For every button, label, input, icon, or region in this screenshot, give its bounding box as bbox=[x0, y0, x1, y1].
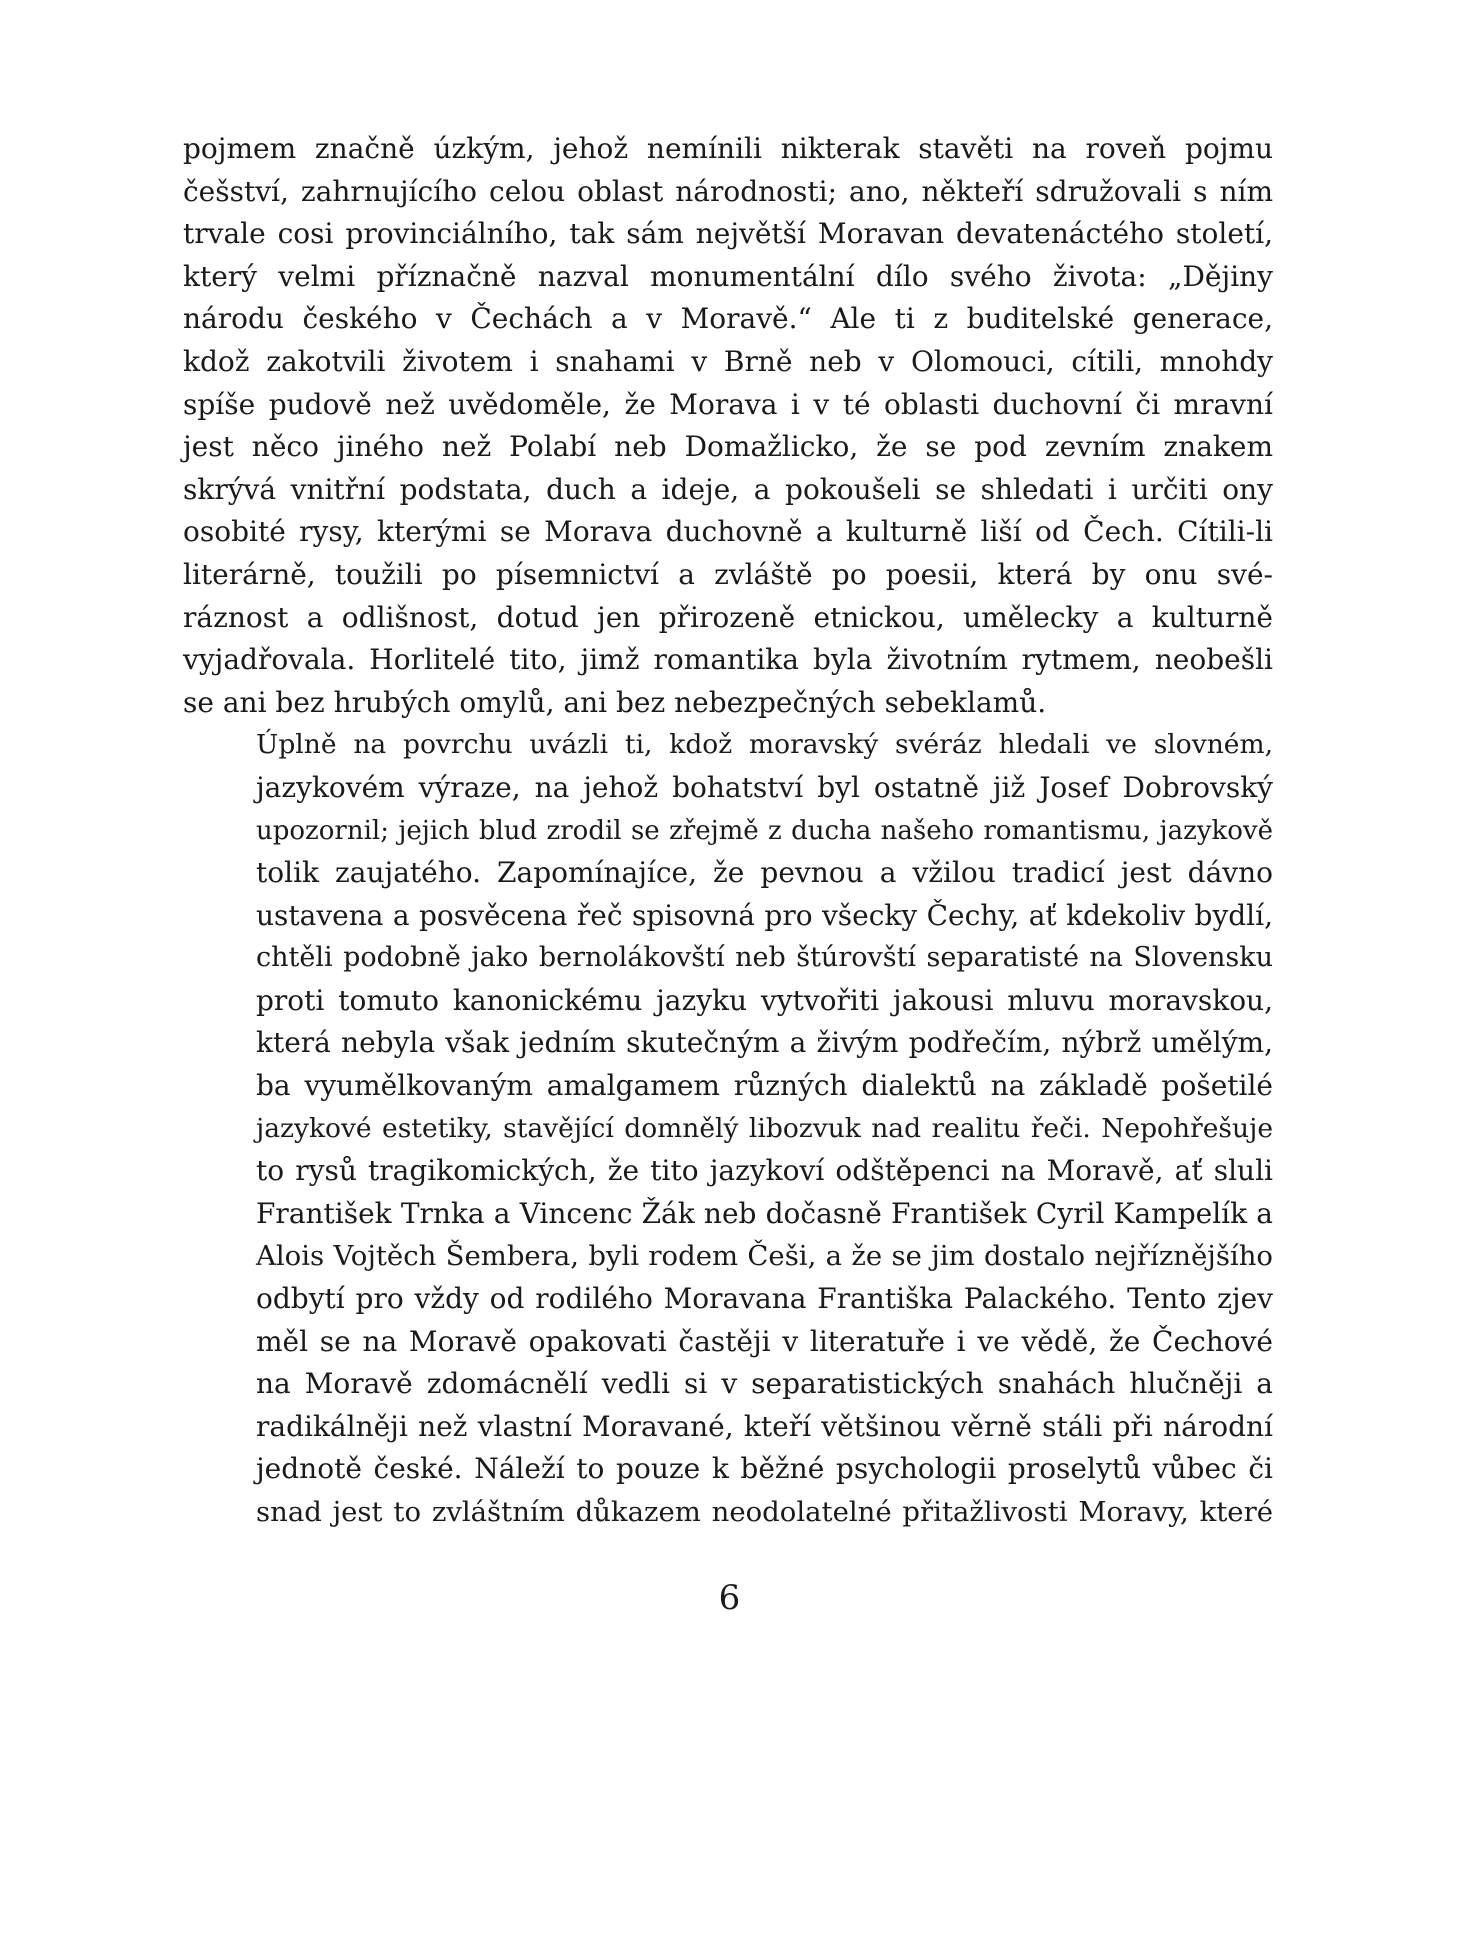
text-line: tolik zaujatého. Zapomínajíce, že pevnou a vžilou tradicí jest dávno bbox=[256, 856, 1273, 890]
text-line: Úplně na povrchu uvázli ti, kdož moravský svéráz hledali ve slovném, bbox=[256, 729, 1273, 761]
text-line: literárně, toužili po písemnictví a zvláště po poesii, která by onu své- bbox=[183, 557, 1273, 591]
text-line: snad jest to zvláštním důkazem neodolatelné přitažlivosti Moravy, které bbox=[256, 1496, 1273, 1528]
text-line: skrývá vnitřní podstata, duch a ideje, a pokoušeli se shledati i určiti ony bbox=[183, 472, 1273, 506]
text-line: vyjadřovala. Horlitelé tito, jimž romantika byla životním rytmem, neobešli bbox=[183, 643, 1273, 677]
text-line: upozornil; jejich blud zrodil se zřejmě z ducha našeho romantismu, jazykově bbox=[256, 815, 1273, 846]
text-line: ba vyumělkovaným amalgamem různých dialektů na základě pošetilé bbox=[256, 1069, 1273, 1103]
text-line: jazykové estetiky, stavějící domnělý libozvuk nad realitu řeči. Nepohřešuje bbox=[256, 1112, 1273, 1144]
paragraph-1 bbox=[183, 128, 1273, 724]
text-line: měl se na Moravě opakovati častěji v literatuře i ve vědě, že Čechové bbox=[256, 1324, 1273, 1358]
text-line: který velmi příznačně nazval monumentální dílo svého života: „Dějiny bbox=[183, 259, 1273, 293]
text-line: osobité rysy, kterými se Morava duchovně a kulturně liší od Čech. Cítili-li bbox=[183, 515, 1273, 549]
text-line: pojmem značně úzkým, jehož nemínili nikterak stavěti na roveň pojmu bbox=[183, 132, 1273, 165]
text-line: češství, zahrnujícího celou oblast národnosti; ano, někteří sdružovali s ním bbox=[183, 174, 1273, 208]
text-line: chtěli podobně jako bernolákovští neb štúrovští separatisté na Slovensku bbox=[256, 942, 1273, 974]
body-text bbox=[183, 128, 1273, 1534]
text-line: trvale cosi provinciálního, tak sám největší Moravan devatenáctého století, bbox=[183, 217, 1273, 251]
text-line: jest něco jiného než Polabí neb Domažlicko, že se pod zevním znakem bbox=[183, 430, 1273, 464]
text-line: odbytí pro vždy od rodilého Moravana Františka Palackého. Tento zjev bbox=[256, 1282, 1273, 1316]
text-line: proti tomuto kanonickému jazyku vytvořiti jakousi mluvu moravskou, bbox=[256, 983, 1273, 1017]
paragraph-2 bbox=[183, 724, 1273, 1533]
text-line: na Moravě zdomácnělí vedli si v separatistických snahách hlučněji a bbox=[256, 1367, 1273, 1401]
text-line: to rysů tragikomických, že tito jazykoví odštěpenci na Moravě, ať sluli bbox=[256, 1154, 1273, 1188]
text-line: kdož zakotvili životem i snahami v Brně neb v Olomouci, cítili, mnohdy bbox=[183, 344, 1273, 378]
text-line: radikálněji než vlastní Moravané, kteří většinou věrně stáli při národní bbox=[256, 1409, 1273, 1443]
text-line: ráznost a odlišnost, dotud jen přirozeně etnickou, umělecky a kulturně bbox=[183, 600, 1273, 634]
text-line: František Trnka a Vincenc Žák neb dočasně František Cyril Kampelík a bbox=[256, 1196, 1273, 1230]
text-line: se ani bez hrubých omylů, ani bez nebezpečných sebeklamů. bbox=[183, 685, 1047, 719]
page-number: 6 bbox=[718, 1578, 741, 1618]
text-line: jednotě české. Náleží to pouze k běžné psychologii proselytů vůbec či bbox=[256, 1452, 1273, 1486]
text-line: ustavena a posvěcena řeč spisovná pro všecky Čechy, ať kdekoliv bydlí, bbox=[256, 898, 1273, 932]
text-line: jazykovém výraze, na jehož bohatství byl ostatně již Josef Dobrovský bbox=[256, 770, 1273, 804]
text-line: spíše pudově než uvědoměle, že Morava i v té oblasti duchovní či mravní bbox=[183, 387, 1273, 421]
text-line: která nebyla však jedním skutečným a živým podřečím, nýbrž umělým, bbox=[256, 1026, 1273, 1060]
text-line: národu českého v Čechách a v Moravě.“ Ale ti z buditelské generace, bbox=[183, 302, 1273, 336]
text-line: Alois Vojtěch Šembera, byli rodem Češi, a že se jim dostalo nejříznějšího bbox=[256, 1240, 1273, 1273]
